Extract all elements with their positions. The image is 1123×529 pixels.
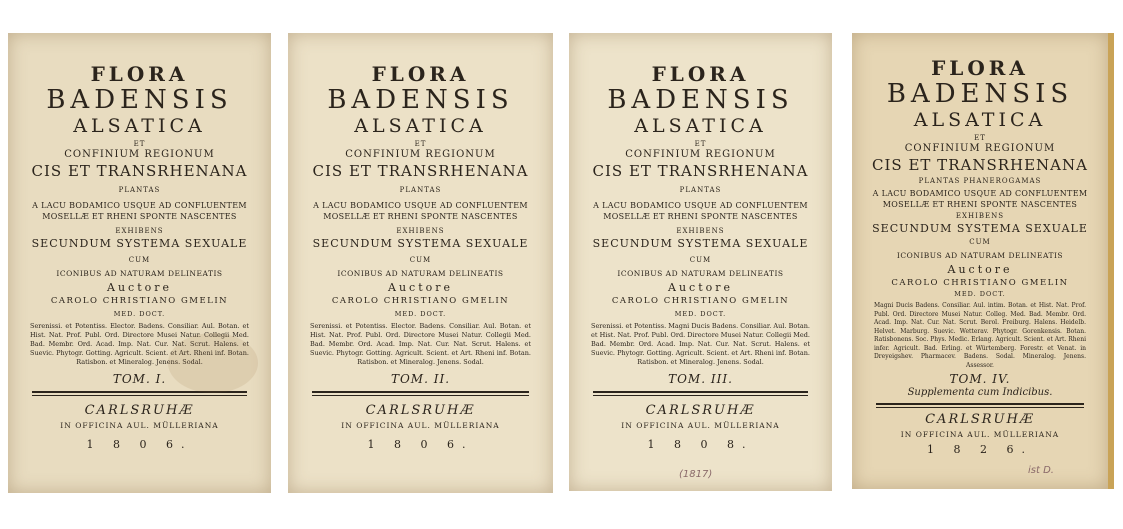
volume-subtitle: Supplementa cum Indicibus. bbox=[907, 387, 1053, 398]
text-med-doct: MED. DOCT. bbox=[674, 310, 727, 318]
imprint-city: CARLSRUHÆ bbox=[645, 403, 756, 418]
author-titles: Magni Ducis Badens. Consiliar. Aul. intim. Botan. et Hist. Nat. Prof. Publ. Ord. Directore Musei Natur. Colleg. Med. Bad. Membr. Ord. Acad. Imp. Nat. Cur. Nat. Scrut. Berol. Freiburg. Halens. Heidelb. Helvet. Marburg. Suevic. Wetterav. Phytogr. Gorenkensis. Botan. Ratisbonens. Soc. Phys. Medic. Erlang. Agricult. Scient. et Art. Rheni infer. Agricult. Bad. Erling. et Würtemberg. Forestr. et Venat. in Dreyeigshev. Pharmacev. Badens. Sodal. Mineralog. Jenens. Assessor. bbox=[874, 302, 1086, 369]
text-auctore: Auctore bbox=[668, 281, 733, 294]
text-cis-et-transrhenana: CIS ET TRANSRHENANA bbox=[872, 156, 1088, 174]
title-badensis: BADENSIS bbox=[46, 85, 233, 115]
author-name: CAROLO CHRISTIANO GMELIN bbox=[331, 296, 510, 306]
volume-number: TOM. IV. bbox=[949, 372, 1011, 386]
text-exhibens: EXHIBENS bbox=[955, 212, 1005, 220]
text-cum: CUM bbox=[689, 256, 712, 264]
pencil-annotation: ist D. bbox=[1028, 465, 1054, 476]
title-page-vol-1 bbox=[8, 33, 271, 493]
author-titles: Serenissi. et Potentiss. Magni Ducis Badens. Consiliar. Aul. Botan. et Hist. Nat. Prof. Publ. Ord. Directore Musei Natur. Collegii Med. Bad. Membr. Ord. Acad. Imp. Nat. Cur. Nat. Scrut. Halens. et Suevic. Phytogr. Gotting. Agricult. Scient. et Art. Rheni inf. Botan. Ratisbon. et Mineralog. Jenens. Sodal. bbox=[591, 322, 810, 366]
text-et: ET bbox=[414, 140, 427, 148]
divider-rule bbox=[876, 403, 1084, 405]
text-exhibens: EXHIBENS bbox=[115, 227, 164, 235]
imprint-year: 1 8 0 6. bbox=[86, 438, 193, 451]
volume-number: TOM. II. bbox=[390, 372, 451, 386]
pencil-annotation: (1817) bbox=[679, 469, 713, 480]
imprint-city: CARLSRUHÆ bbox=[365, 403, 476, 418]
volume-number: TOM. I. bbox=[112, 372, 167, 386]
text-et: ET bbox=[133, 140, 146, 148]
title-badensis: BADENSIS bbox=[886, 79, 1074, 109]
title-flora: FLORA bbox=[931, 56, 1029, 80]
title-flora: FLORA bbox=[90, 62, 189, 86]
imprint-publisher: IN OFFICINA AUL. MÜLLERIANA bbox=[621, 421, 780, 430]
author-titles: Serenissi. et Potentiss. Elector. Badens. Consiliar. Aul. Botan. et Hist. Nat. Prof. Publ. Ord. Directore Musei Natur. Collegii Med. Bad. Membr. Ord. Acad. Imp. Nat. Cur. Nat. Scrut. Halens. et Suevic. Phytogr. Gotting. Agricult. Scient. et Art. Rheni inf. Botan. Ratisbon. et Mineralog. Jenens. Sodal. bbox=[310, 322, 531, 366]
title-page-vol-3 bbox=[569, 33, 832, 491]
title-badensis: BADENSIS bbox=[607, 85, 794, 115]
text-auctore: Auctore bbox=[107, 281, 172, 294]
text-cis-et-transrhenana: CIS ET TRANSRHENANA bbox=[312, 162, 529, 180]
text-cis-et-transrhenana: CIS ET TRANSRHENANA bbox=[31, 162, 248, 180]
title-alsatica: ALSATICA bbox=[354, 115, 487, 137]
imprint-city: CARLSRUHÆ bbox=[925, 412, 1035, 427]
imprint-year: 1 8 0 6. bbox=[367, 438, 474, 451]
divider-rule-thin bbox=[876, 407, 1084, 408]
title-flora: FLORA bbox=[651, 62, 750, 86]
text-plantas: PLANTAS bbox=[399, 186, 442, 194]
imprint-publisher: IN OFFICINA AUL. MÜLLERIANA bbox=[341, 421, 500, 430]
divider-rule-thin bbox=[312, 395, 529, 396]
divider-rule-thin bbox=[32, 395, 247, 396]
text-iconibus: ICONIBUS AD NATURAM DELINEATIS bbox=[896, 251, 1064, 260]
author-name: CAROLO CHRISTIANO GMELIN bbox=[891, 278, 1069, 288]
text-confinium: CONFINIUM REGIONUM bbox=[64, 149, 215, 160]
imprint-year: 1 8 2 6. bbox=[927, 443, 1033, 456]
text-iconibus: ICONIBUS AD NATURAM DELINEATIS bbox=[617, 269, 784, 278]
text-exhibens: EXHIBENS bbox=[676, 227, 725, 235]
text-confinium: CONFINIUM REGIONUM bbox=[625, 149, 776, 160]
text-lacu: A LACU BODAMICO USQUE AD CONFLUENTEM MOSELLÆ ET RHENI SPONTE NASCENTES bbox=[872, 189, 1088, 209]
imprint-publisher: IN OFFICINA AUL. MÜLLERIANA bbox=[60, 421, 219, 430]
author-name: CAROLO CHRISTIANO GMELIN bbox=[50, 296, 229, 306]
text-secundum: SECUNDUM SYSTEMA SEXUALE bbox=[872, 222, 1088, 235]
title-alsatica: ALSATICA bbox=[913, 109, 1047, 131]
text-plantas: PLANTAS PHANEROGAMAS bbox=[918, 177, 1042, 185]
text-cum: CUM bbox=[969, 238, 991, 246]
text-cum: CUM bbox=[128, 256, 151, 264]
text-lacu: A LACU BODAMICO USQUE AD CONFLUENTEM MOSELLÆ ET RHENI SPONTE NASCENTES bbox=[593, 201, 808, 221]
divider-rule bbox=[593, 391, 808, 393]
text-lacu: A LACU BODAMICO USQUE AD CONFLUENTEM MOSELLÆ ET RHENI SPONTE NASCENTES bbox=[313, 201, 528, 221]
imprint-year: 1 8 0 8. bbox=[647, 438, 754, 451]
text-plantas: PLANTAS bbox=[118, 186, 161, 194]
text-cum: CUM bbox=[409, 256, 432, 264]
text-exhibens: EXHIBENS bbox=[396, 227, 445, 235]
text-lacu: A LACU BODAMICO USQUE AD CONFLUENTEM MOSELLÆ ET RHENI SPONTE NASCENTES bbox=[32, 201, 247, 221]
author-titles: Serenissi. et Potentiss. Elector. Badens. Consiliar. Aul. Botan. et Hist. Nat. Prof. Publ. Ord. Directore Musei Natur. Collegii Med. Bad. Membr. Ord. Acad. Imp. Nat. Cur. Nat. Scrut. Halens. et Suevic. Phytogr. Gotting. Agricult. Scient. et Art. Rheni inf. Botan. Ratisbon. et Mineralog. Jenens. Sodal. bbox=[30, 322, 249, 366]
text-auctore: Auctore bbox=[947, 263, 1013, 276]
divider-rule bbox=[312, 391, 529, 393]
title-alsatica: ALSATICA bbox=[73, 115, 206, 137]
title-alsatica: ALSATICA bbox=[634, 115, 767, 137]
text-et: ET bbox=[974, 134, 986, 142]
text-et: ET bbox=[694, 140, 707, 148]
text-med-doct: MED. DOCT. bbox=[113, 310, 166, 318]
text-auctore: Auctore bbox=[388, 281, 453, 294]
title-page-vol-2 bbox=[288, 33, 553, 493]
text-cis-et-transrhenana: CIS ET TRANSRHENANA bbox=[592, 162, 809, 180]
text-secundum: SECUNDUM SYSTEMA SEXUALE bbox=[31, 237, 248, 250]
title-badensis: BADENSIS bbox=[327, 85, 514, 115]
text-med-doct: MED. DOCT. bbox=[954, 290, 1006, 298]
title-page-vol-4 bbox=[852, 33, 1114, 489]
text-iconibus: ICONIBUS AD NATURAM DELINEATIS bbox=[56, 269, 223, 278]
divider-rule-thin bbox=[593, 395, 808, 396]
text-plantas: PLANTAS bbox=[679, 186, 722, 194]
title-flora: FLORA bbox=[371, 62, 470, 86]
divider-rule bbox=[32, 391, 247, 393]
author-name: CAROLO CHRISTIANO GMELIN bbox=[611, 296, 790, 306]
text-secundum: SECUNDUM SYSTEMA SEXUALE bbox=[592, 237, 809, 250]
text-med-doct: MED. DOCT. bbox=[394, 310, 447, 318]
text-secundum: SECUNDUM SYSTEMA SEXUALE bbox=[312, 237, 529, 250]
imprint-publisher: IN OFFICINA AUL. MÜLLERIANA bbox=[900, 430, 1060, 439]
imprint-city: CARLSRUHÆ bbox=[84, 403, 195, 418]
volume-number: TOM. III. bbox=[668, 372, 733, 386]
text-iconibus: ICONIBUS AD NATURAM DELINEATIS bbox=[337, 269, 504, 278]
text-confinium: CONFINIUM REGIONUM bbox=[345, 149, 496, 160]
text-confinium: CONFINIUM REGIONUM bbox=[904, 143, 1056, 154]
